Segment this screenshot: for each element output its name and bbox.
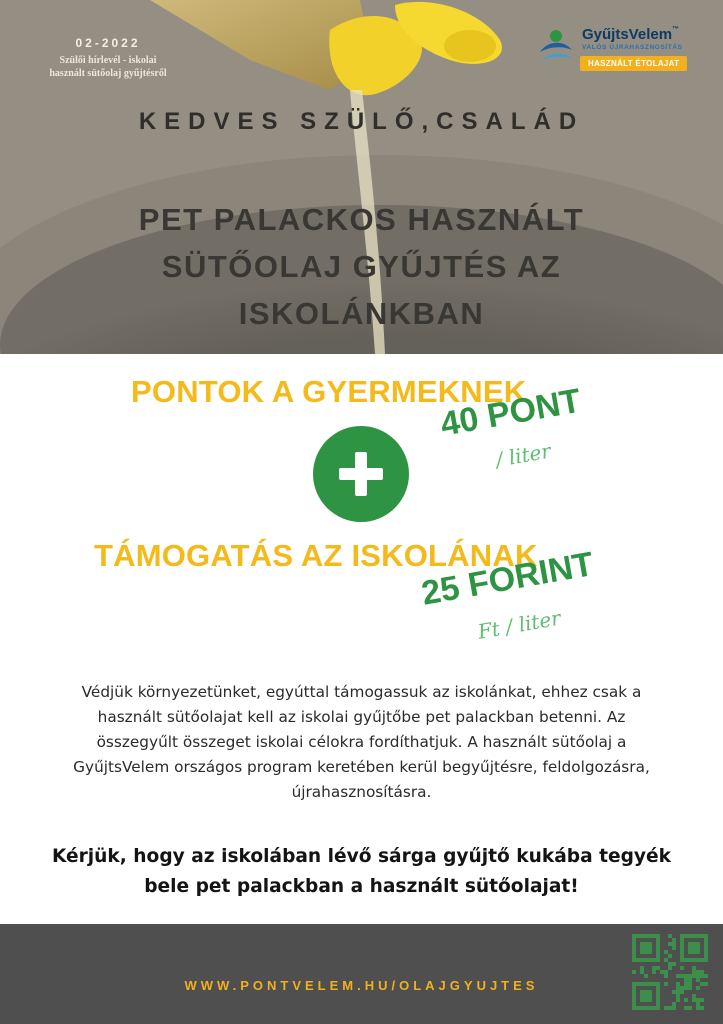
footer xyxy=(0,924,723,1024)
hero-banner xyxy=(0,0,723,354)
gyujtsvelem-logo-icon xyxy=(536,26,576,66)
page-title: PET PALACKOS HASZNÁLT SÜTŐOLAJ GYŰJTÉS AZ ISKOLÁNKBAN xyxy=(138,202,585,331)
website-link[interactable]: WWW.PONTVELEM.HU/OLAJGYUJTES xyxy=(184,978,539,993)
request-callout: Kérjük, hogy az iskolában lévő sárga gyűjtő kukába tegyék bele pet palackban a használt sütőolajat! xyxy=(51,846,672,897)
brand-logo xyxy=(536,24,704,76)
points-unit: / liter xyxy=(493,438,553,472)
support-heading: TÁMOGATÁS AZ ISKOLÁNAK xyxy=(94,538,538,573)
issue-number: 02-2022 xyxy=(75,36,141,50)
plus-icon xyxy=(313,426,409,522)
logo-badge: HASZNÁLT ÉTOLAJAT xyxy=(580,56,687,71)
points-heading: PONTOK A GYERMEKNEK xyxy=(131,374,527,409)
support-amount: 25 FORINT xyxy=(418,545,597,613)
logo-tagline: VALÓS ÚJRAHASZNOSÍTÁS xyxy=(582,44,683,51)
issue-subtitle: Szülői hírlevél - iskolai használt sütőolaj gyűjtésről xyxy=(49,55,167,79)
logo-brand: GyűjtsVelem™ xyxy=(582,26,680,43)
qr-code-icon[interactable] xyxy=(632,934,708,1010)
greeting: KEDVES SZÜLŐ,CSALÁD xyxy=(138,108,585,135)
support-unit: Ft / liter xyxy=(475,605,563,644)
points-amount: 40 PONT xyxy=(437,381,584,444)
info-paragraph: Védjük környezetünket, egyúttal támogassuk az iskolánkat, ehhez csak a használt sütőolajat kell az iskolai gyűjtőbe pet palackban betenni. Az összegyűlt összeget iskolai célokra fordíthatjuk. A használt sütőolaj a GyűjtsVelem országos program keretében kerül begyűjtésre, feldolgozásra, újrahasznosításra. xyxy=(73,683,650,801)
